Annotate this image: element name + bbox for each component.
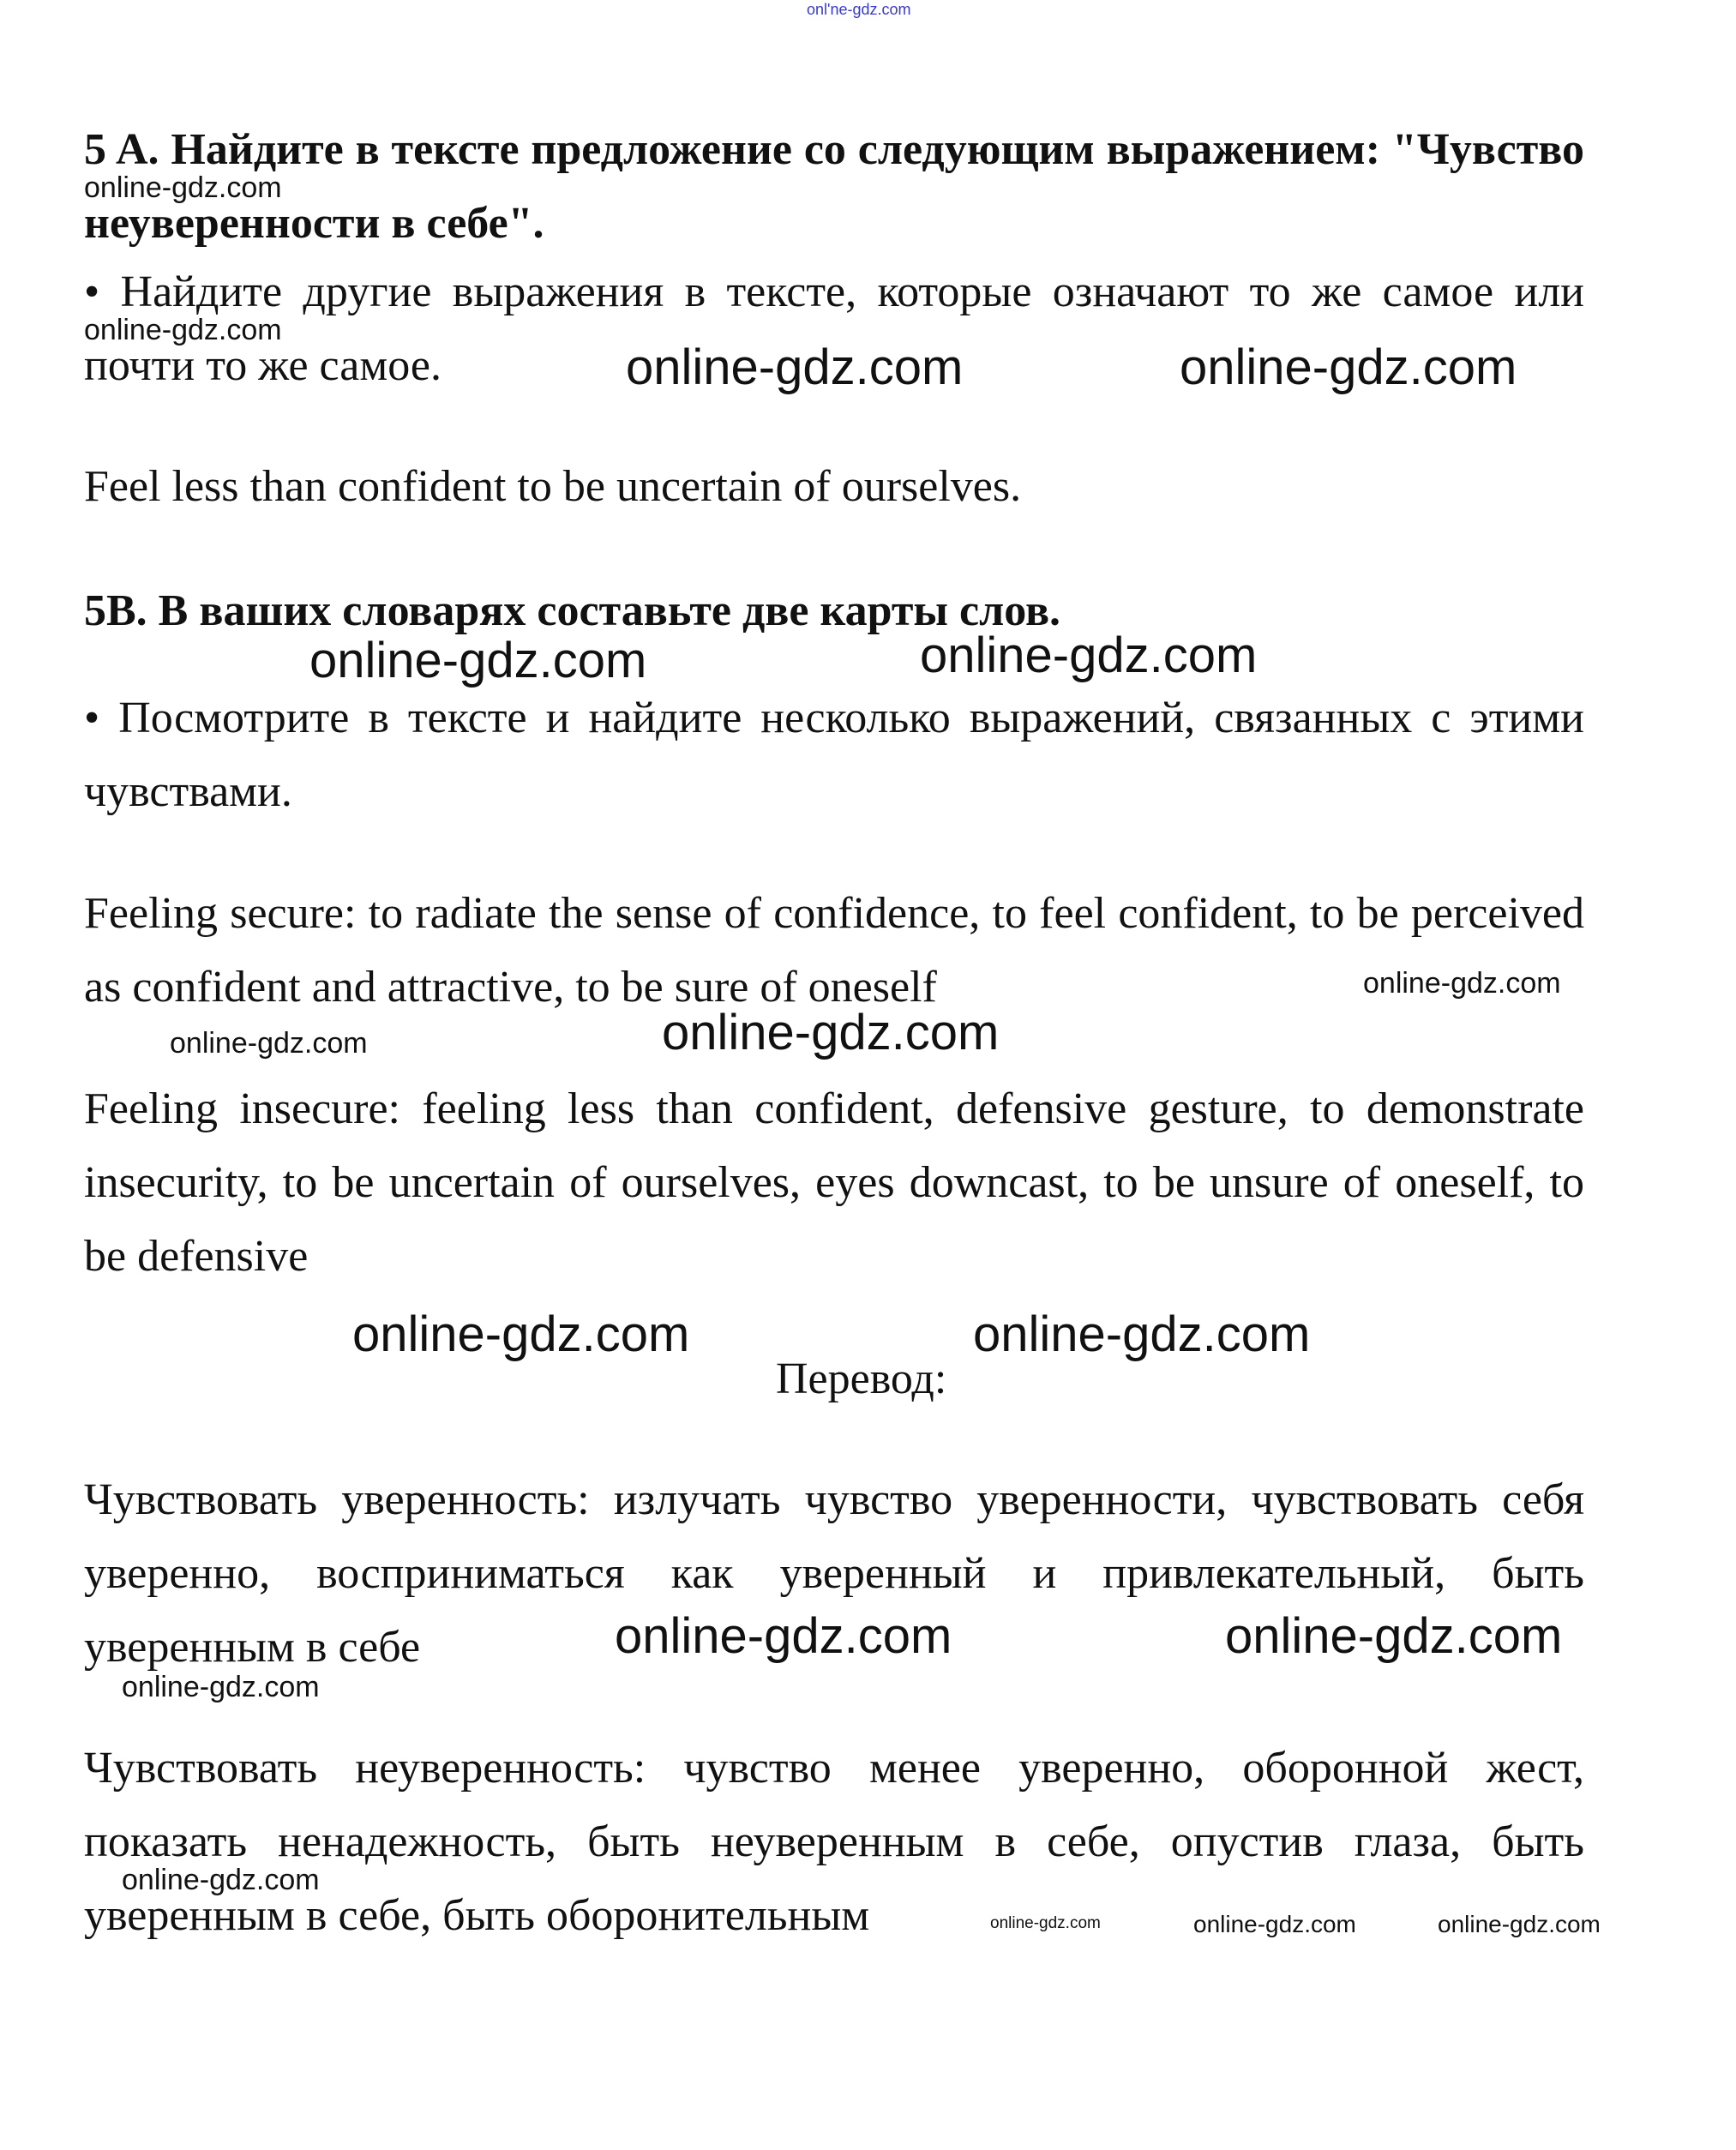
watermark-top: onl'ne-gdz.com xyxy=(807,1,911,18)
watermark: online-gdz.com xyxy=(84,314,282,346)
watermark: online-gdz.com xyxy=(615,1608,952,1664)
task-5a: • Найдите другие выражения в тексте, которые означают то же самое или почти то же самое. xyxy=(84,267,1584,390)
watermark: online-gdz.com xyxy=(990,1914,1101,1932)
watermark: online-gdz.com xyxy=(1193,1911,1356,1937)
watermark: online-gdz.com xyxy=(1225,1608,1563,1664)
answer-insecure: Feeling insecure: feeling less than confident, defensive gesture, to demonstrate insecurity, to be uncertain of ourselves, eyes downcast, to be unsure of oneself, to be defensive xyxy=(84,1084,1584,1281)
watermark: online-gdz.com xyxy=(122,1864,320,1896)
heading-5a: 5 A. Найдите в тексте предложение со следующим выражением: "Чувство неуверенности в себе". xyxy=(84,125,1584,248)
watermark: online-gdz.com xyxy=(1438,1911,1601,1937)
watermark: online-gdz.com xyxy=(973,1306,1311,1362)
watermark: online-gdz.com xyxy=(626,339,964,395)
answer-secure: Feeling secure: to radiate the sense of confidence, to feel confident, to be perceived as confident and attractive, to be sure of oneself xyxy=(84,889,1584,1012)
translation-secure: Чувствовать уверенность: излучать чувство уверенности, чувствовать себя уверенно, восприниматься как уверенный и привлекательный, быть уверенным в себе xyxy=(84,1475,1584,1672)
watermark: online-gdz.com xyxy=(352,1306,690,1362)
translation-label: Перевод: xyxy=(776,1354,947,1403)
watermark: online-gdz.com xyxy=(170,1027,368,1060)
answer-5a: Feel less than confident to be uncertain of ourselves. xyxy=(84,462,1022,511)
watermark: online-gdz.com xyxy=(1180,339,1517,395)
watermark: online-gdz.com xyxy=(920,628,1258,683)
watermark: online-gdz.com xyxy=(662,1005,1000,1060)
task-5b: • Посмотрите в тексте и найдите несколько выражений, связанных с этими чувствами. xyxy=(84,694,1584,816)
watermark: online-gdz.com xyxy=(84,171,282,204)
translation-insecure: Чувствовать неуверенность: чувство менее уверенно, оборонной жест, показать ненадежность, быть неуверенным в себе, опустив глаза, быть уверенным в себе, быть оборонительным xyxy=(84,1744,1584,1940)
watermark: online-gdz.com xyxy=(309,633,647,688)
heading-5b: 5B. В ваших словарях составьте две карты слов. xyxy=(84,586,1061,635)
watermark: online-gdz.com xyxy=(122,1671,320,1703)
watermark: online-gdz.com xyxy=(1363,967,1561,1000)
